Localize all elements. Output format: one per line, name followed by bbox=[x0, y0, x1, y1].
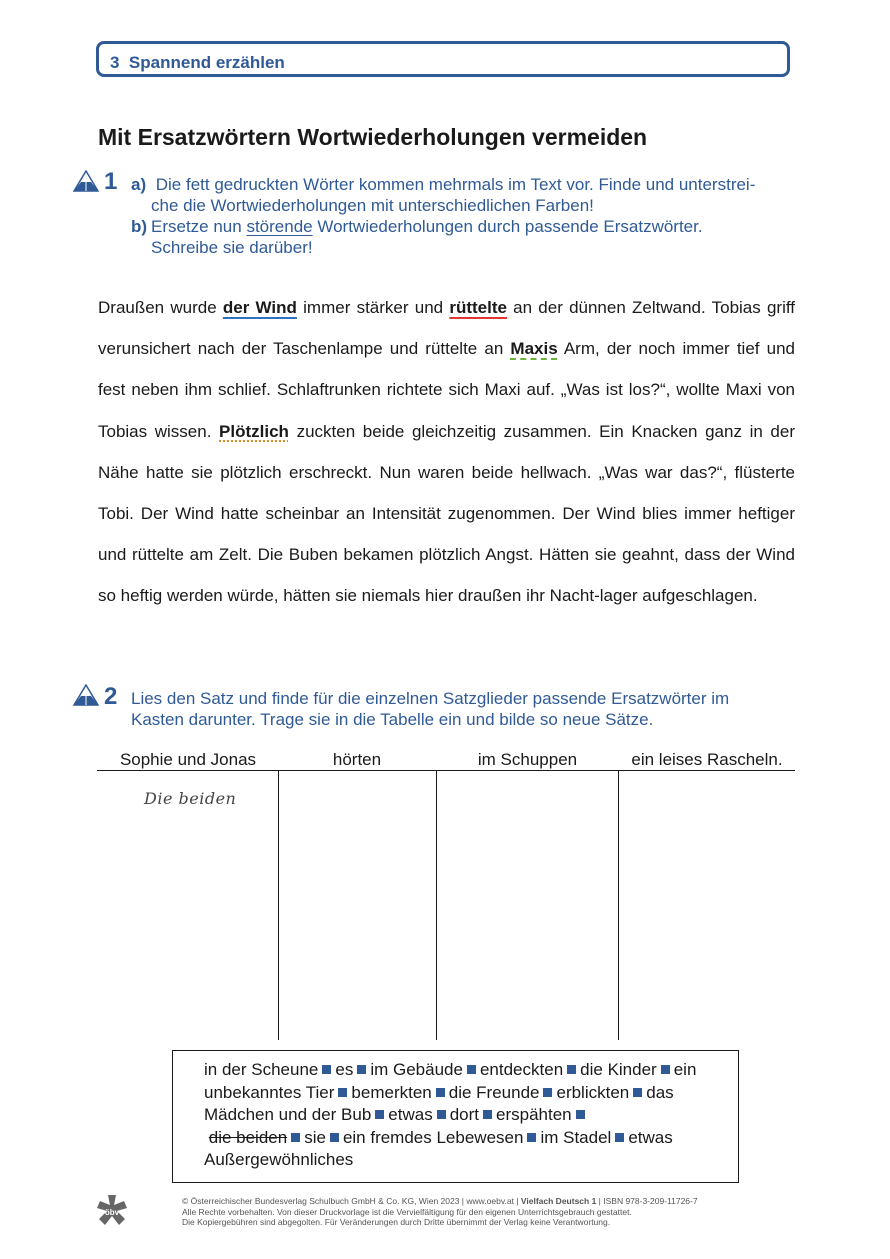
word-option: bemerkten bbox=[351, 1082, 432, 1102]
word-option: erblickten bbox=[556, 1082, 630, 1102]
table-column-divider bbox=[436, 770, 437, 1040]
word-box-content bbox=[204, 1059, 729, 1172]
task-1a-line1: Die fett gedruckten Wörter kommen mehrmals im Text vor. Finde und unterstrei- bbox=[155, 175, 756, 194]
word-option: ein fremdes Lebewesen bbox=[342, 1127, 524, 1147]
story-part: Draußen wurde bbox=[98, 298, 223, 317]
footer-rights: Alle Rechte vorbehalten. Von dieser Druckvorlage ist die Vervielfältigung für den eigenen Unterrichtsgebrauch gestattet. bbox=[182, 1206, 632, 1217]
square-bullet-icon bbox=[483, 1110, 492, 1119]
word-option: es bbox=[335, 1060, 354, 1079]
word-option: Mädchen und der Bub bbox=[204, 1105, 372, 1124]
task-1a-label: a) bbox=[131, 175, 147, 194]
square-bullet-icon bbox=[633, 1088, 642, 1097]
bold-word-ploetzlich: Plötzlich bbox=[219, 421, 289, 441]
logo-text: öbv bbox=[104, 1208, 120, 1217]
chapter-number: 3 bbox=[110, 53, 120, 72]
square-bullet-icon bbox=[291, 1133, 300, 1142]
task-1-number: 1 bbox=[104, 168, 118, 195]
word-option: etwas bbox=[388, 1105, 433, 1124]
square-bullet-icon bbox=[322, 1065, 331, 1074]
difficulty-pyramid-icon bbox=[73, 684, 99, 706]
table-header-verb: hörten bbox=[332, 750, 382, 769]
square-bullet-icon bbox=[338, 1088, 347, 1097]
chapter-title: Spannend erzählen bbox=[128, 53, 285, 72]
table-header-rule bbox=[97, 770, 795, 771]
footer-isbn: | ISBN 978-3-209-11726-7 bbox=[596, 1196, 698, 1206]
task-1a-line2: che die Wortwiederholungen mit unterschiedlichen Farben! bbox=[151, 196, 594, 215]
square-bullet-icon bbox=[661, 1065, 670, 1074]
difficulty-pyramid-icon bbox=[73, 170, 99, 192]
publisher-logo bbox=[94, 1193, 130, 1229]
task-1b-line2: Schreibe sie darüber! bbox=[151, 238, 313, 257]
word-option: erspähten bbox=[496, 1105, 572, 1124]
word-option: Außergewöhnliches bbox=[204, 1150, 354, 1169]
square-bullet-icon bbox=[436, 1088, 445, 1097]
task-1b-pre: Ersetze nun bbox=[151, 217, 247, 236]
table-column-divider bbox=[618, 770, 619, 1040]
square-bullet-icon bbox=[615, 1133, 624, 1142]
story-part: an der dünnen Zeltwand. Tobias griff verunsichert nach der Taschenlampe und rüttelte an bbox=[98, 298, 795, 359]
chapter-header bbox=[110, 53, 285, 73]
table-header-subject: Sophie und Jonas bbox=[119, 750, 257, 769]
page-title: Mit Ersatzwörtern Wortwiederholungen vermeiden bbox=[98, 124, 648, 150]
story-part: Arm, der noch immer tief und fest neben ihm schlief. Schlaftrunken richtete sich Maxi auf. „Was ist los?“, wollte Maxi von Tobias wissen. bbox=[98, 339, 795, 441]
task-2-number: 2 bbox=[104, 683, 118, 710]
square-bullet-icon bbox=[567, 1065, 576, 1074]
handwritten-example: Die beiden bbox=[144, 789, 237, 808]
square-bullet-icon bbox=[467, 1065, 476, 1074]
square-bullet-icon bbox=[576, 1110, 585, 1119]
table-header-place: im Schuppen bbox=[477, 750, 578, 769]
word-option: im Gebäude bbox=[370, 1060, 463, 1079]
word-option: dort bbox=[449, 1105, 480, 1124]
word-option: die Kinder bbox=[580, 1060, 657, 1079]
word-option: im Stadel bbox=[540, 1127, 612, 1147]
footer-copyright: © Österreichischer Bundesverlag Schulbuch GmbH & Co. KG, Wien 2023 | www.oebv.at | bbox=[182, 1196, 521, 1206]
task-1-instructions bbox=[131, 174, 796, 258]
story-part: zuckten beide gleichzeitig zusammen. Ein Knacken ganz in der Nähe hatte sie plötzlich erschreckt. Nun waren beide hellwach. „Was war das?“, flüsterte Tobi. Der Wind hatte scheinbar an Intensität zugenommen. Der Wind blies immer heftiger und rüttelte am Zelt. Die Buben bekamen plötzlich Angst. Hätten sie geahnt, dass der Wind so heftig werden würde, hätten sie niemals hier draußen ihr Nacht-lager aufgeschlagen. bbox=[98, 421, 795, 606]
task-1b-label: b) bbox=[131, 217, 148, 236]
word-option: etwas bbox=[628, 1127, 673, 1147]
square-bullet-icon bbox=[437, 1110, 446, 1119]
task-2-line2: Kasten darunter. Trage sie in die Tabelle ein und bilde so neue Sätze. bbox=[131, 710, 654, 729]
square-bullet-icon bbox=[527, 1133, 536, 1142]
word-option: ein bbox=[673, 1060, 697, 1079]
word-option: unbekanntes Tier bbox=[204, 1082, 335, 1102]
table-column-divider bbox=[278, 770, 279, 1040]
word-option: die Freunde bbox=[448, 1082, 540, 1102]
word-option: sie bbox=[304, 1127, 326, 1147]
word-option: in der Scheune bbox=[204, 1060, 319, 1079]
bold-word-der-wind: der Wind bbox=[222, 298, 297, 317]
square-bullet-icon bbox=[375, 1110, 384, 1119]
task-1b-underlined-word: störende bbox=[246, 217, 313, 236]
table-header-object: ein leises Rascheln. bbox=[631, 750, 783, 769]
bold-word-maxis: Maxis bbox=[510, 339, 558, 359]
footer bbox=[182, 1196, 698, 1228]
word-option: entdeckten bbox=[479, 1060, 564, 1079]
bold-word-ruettelte: rüttelte bbox=[449, 298, 507, 317]
task-2-instructions bbox=[131, 688, 796, 730]
square-bullet-icon bbox=[543, 1088, 552, 1097]
footer-book-title: Vielfach Deutsch 1 bbox=[520, 1196, 597, 1206]
story-part: immer stärker und bbox=[296, 298, 450, 317]
story-text bbox=[98, 287, 795, 617]
word-option: das bbox=[646, 1082, 674, 1102]
footer-disclaimer: Die Kopiergebühren sind abgegolten. Für Veränderungen durch Dritte übernimmt der Verlag keine Verantwortung. bbox=[182, 1217, 611, 1227]
square-bullet-icon bbox=[357, 1065, 366, 1074]
square-bullet-icon bbox=[330, 1133, 339, 1142]
task-1b-post: Wortwiederholungen durch passende Ersatzwörter. bbox=[312, 217, 703, 236]
word-option-used: die beiden bbox=[208, 1127, 288, 1147]
task-2-line1: Lies den Satz und finde für die einzelnen Satzglieder passende Ersatzwörter im bbox=[131, 689, 730, 708]
